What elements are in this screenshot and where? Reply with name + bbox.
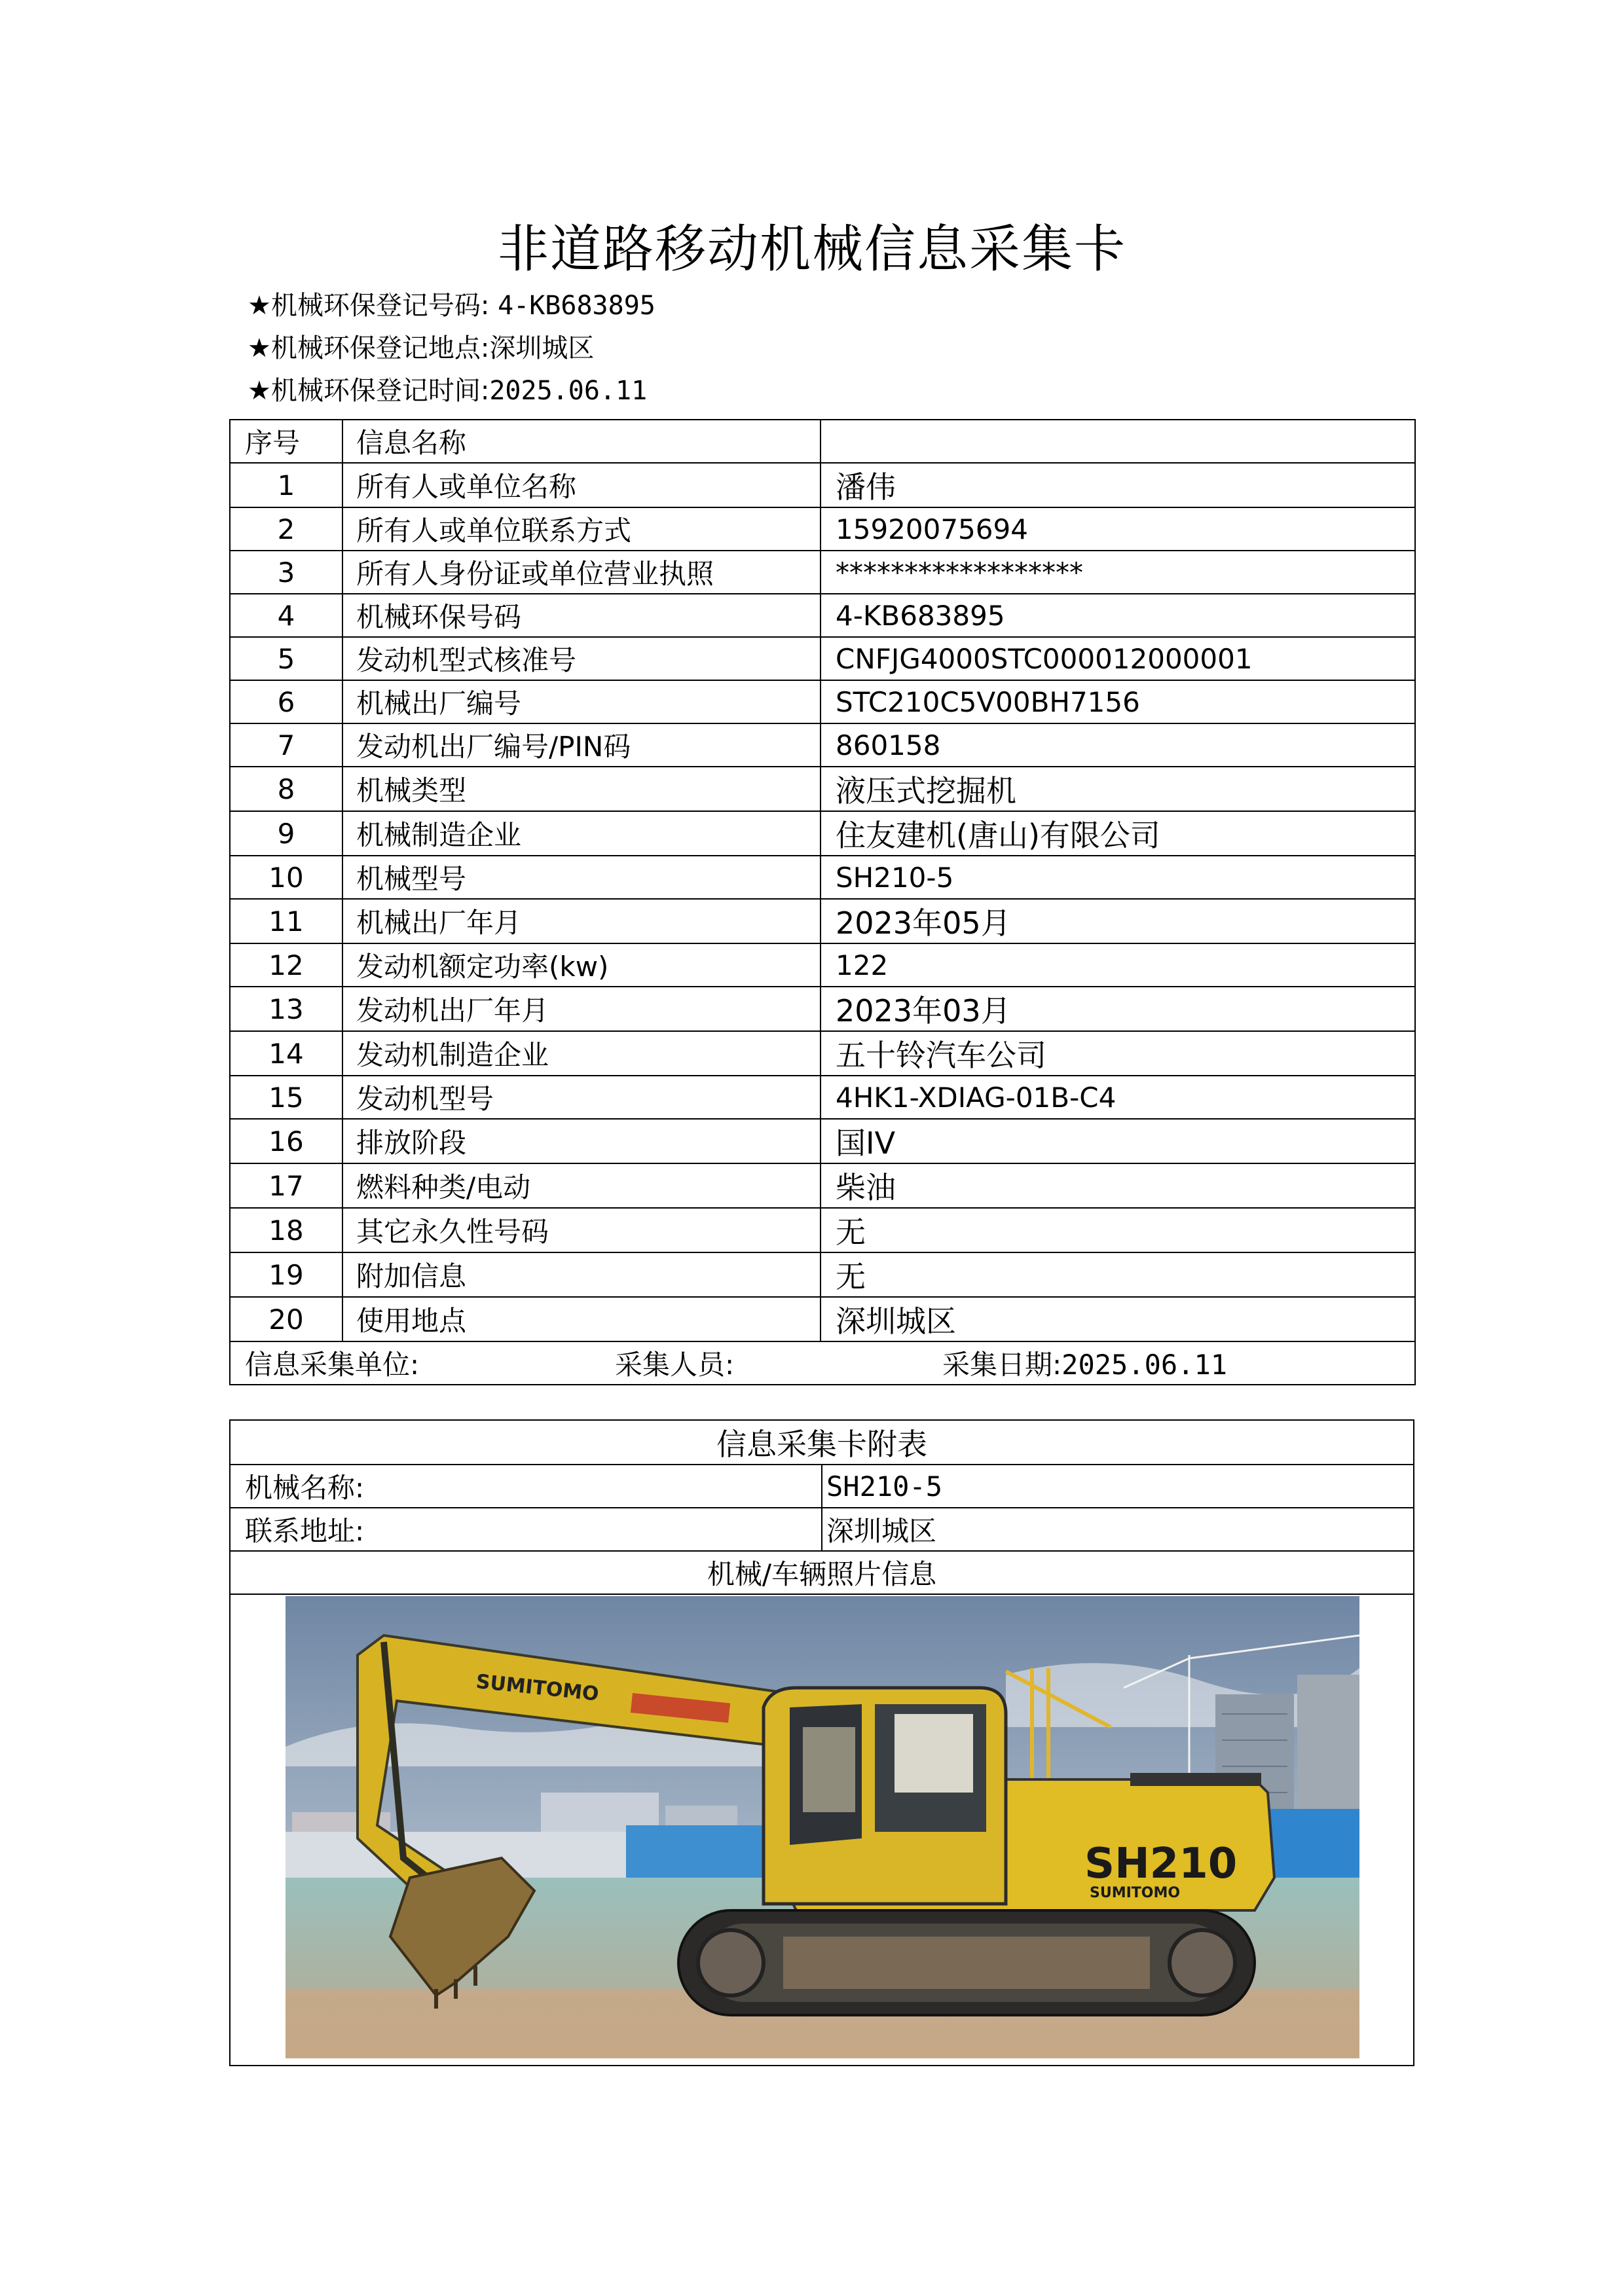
row-value: 2023年03月 (821, 987, 1415, 1031)
appendix-table (229, 1419, 1414, 2066)
table-row (230, 1119, 1415, 1163)
table-row (230, 594, 1415, 637)
row-no: 13 (230, 987, 342, 1031)
row-no: 15 (230, 1076, 342, 1119)
row-name: 排放阶段 (342, 1119, 821, 1163)
row-value: 4HK1-XDIAG-01B-C4 (821, 1076, 1415, 1119)
row-no: 3 (230, 551, 342, 594)
row-value: 国IV (821, 1119, 1415, 1163)
table-row (230, 680, 1415, 723)
excavator-photo (286, 1596, 1359, 2058)
collection-date (942, 1343, 1227, 1383)
table-row (230, 507, 1415, 551)
table-row (230, 1252, 1415, 1297)
table-row (230, 1163, 1415, 1208)
header-no: 序号 (230, 420, 342, 463)
row-name: 机械出厂编号 (342, 680, 821, 723)
table-row (230, 637, 1415, 680)
row-no: 8 (230, 767, 342, 811)
row-name: 机械出厂年月 (342, 899, 821, 943)
table-row (230, 767, 1415, 811)
row-name: 使用地点 (342, 1297, 821, 1341)
row-value: 122 (821, 943, 1415, 987)
row-no: 9 (230, 811, 342, 856)
registration-place-label: ★机械环保登记地点: (248, 333, 490, 363)
table-row (230, 899, 1415, 943)
row-value: 液压式挖掘机 (821, 767, 1415, 811)
table-footer-row (230, 1341, 1415, 1385)
row-name: 机械环保号码 (342, 594, 821, 637)
table-row (230, 1208, 1415, 1252)
table-row (230, 1031, 1415, 1076)
registration-place-value: 深圳城区 (489, 333, 595, 363)
row-name: 机械类型 (342, 767, 821, 811)
table-row (230, 987, 1415, 1031)
table-header-row (230, 420, 1415, 463)
row-no: 4 (230, 594, 342, 637)
row-no: 17 (230, 1163, 342, 1208)
row-value: SH210-5 (821, 856, 1415, 899)
row-name: 发动机出厂编号/PIN码 (342, 723, 821, 767)
appendix-row (230, 1508, 1414, 1551)
row-name: 燃料种类/电动 (342, 1163, 821, 1208)
excavator-tracks (678, 1910, 1255, 2015)
registration-time-label: ★机械环保登记时间: (248, 376, 490, 406)
machine-name-label: 机械名称: (230, 1465, 822, 1508)
table-row (230, 723, 1415, 767)
photo-cell (230, 1594, 1414, 2066)
row-value: CNFJG4000STC000012000001 (821, 637, 1415, 680)
table-row (230, 463, 1415, 507)
table-row (230, 1076, 1415, 1119)
header-value (821, 420, 1415, 463)
row-name: 发动机出厂年月 (342, 987, 821, 1031)
registration-number-label: ★机械环保登记号码: (248, 291, 490, 321)
row-name: 发动机型式核准号 (342, 637, 821, 680)
registration-time (248, 370, 647, 407)
row-no: 19 (230, 1252, 342, 1297)
row-name: 发动机额定功率(kw) (342, 943, 821, 987)
row-no: 10 (230, 856, 342, 899)
row-value: 2023年05月 (821, 899, 1415, 943)
row-value: STC210C5V00BH7156 (821, 680, 1415, 723)
cab-model-text: SH210 (1084, 1840, 1238, 1888)
row-name: 机械制造企业 (342, 811, 821, 856)
row-name: 发动机制造企业 (342, 1031, 821, 1076)
row-no: 20 (230, 1297, 342, 1341)
row-value: 无 (821, 1252, 1415, 1297)
row-value: 住友建机(唐山)有限公司 (821, 811, 1415, 856)
appendix-title-row (230, 1420, 1414, 1465)
row-value: 4-KB683895 (821, 594, 1415, 637)
row-no: 7 (230, 723, 342, 767)
collection-date-value: 2025.06.11 (1061, 1349, 1228, 1381)
row-no: 14 (230, 1031, 342, 1076)
machine-name-value: SH210-5 (822, 1465, 1414, 1508)
registration-place (248, 327, 594, 365)
row-value: 无 (821, 1208, 1415, 1252)
table-row (230, 811, 1415, 856)
row-name: 所有人身份证或单位营业执照 (342, 551, 821, 594)
row-no: 2 (230, 507, 342, 551)
cab-brand-text: SUMITOMO (1090, 1885, 1181, 1901)
row-value: 860158 (821, 723, 1415, 767)
row-name: 附加信息 (342, 1252, 821, 1297)
photo-title: 机械/车辆照片信息 (230, 1551, 1414, 1594)
page-title: 非道路移动机械信息采集卡 (497, 220, 1126, 279)
info-table (229, 419, 1416, 1385)
row-value: 15920075694 (821, 507, 1415, 551)
address-value: 深圳城区 (822, 1508, 1414, 1551)
registration-number-value: 4-KB683895 (498, 291, 655, 321)
row-value: 潘伟 (821, 463, 1415, 507)
row-name: 发动机型号 (342, 1076, 821, 1119)
address-label: 联系地址: (230, 1508, 822, 1551)
appendix-photo-row (230, 1594, 1414, 2066)
appendix-row (230, 1465, 1414, 1508)
appendix-photo-title-row (230, 1551, 1414, 1594)
table-row (230, 856, 1415, 899)
row-name: 其它永久性号码 (342, 1208, 821, 1252)
table-row (230, 943, 1415, 987)
row-value: 柴油 (821, 1163, 1415, 1208)
registration-time-value: 2025.06.11 (489, 376, 648, 406)
registration-number (248, 285, 655, 322)
row-name: 所有人或单位联系方式 (342, 507, 821, 551)
row-no: 6 (230, 680, 342, 723)
collector-label: 采集人员: (615, 1349, 735, 1381)
header-name: 信息名称 (342, 420, 821, 463)
collection-date-label: 采集日期: (942, 1349, 1062, 1381)
row-no: 11 (230, 899, 342, 943)
excavator-illustration (286, 1596, 1359, 2058)
boom-brand-text: SUMITOMO (475, 1670, 600, 1706)
row-no: 1 (230, 463, 342, 507)
row-no: 5 (230, 637, 342, 680)
row-name: 机械型号 (342, 856, 821, 899)
row-value: ****************** (821, 551, 1415, 594)
row-value: 五十铃汽车公司 (821, 1031, 1415, 1076)
footer-cell (230, 1341, 1415, 1385)
table-row (230, 1297, 1415, 1341)
table-row (230, 551, 1415, 594)
row-no: 16 (230, 1119, 342, 1163)
appendix-title: 信息采集卡附表 (230, 1420, 1414, 1465)
row-value: 深圳城区 (821, 1297, 1415, 1341)
row-name: 所有人或单位名称 (342, 463, 821, 507)
collection-unit-label: 信息采集单位: (245, 1349, 420, 1381)
row-no: 18 (230, 1208, 342, 1252)
row-no: 12 (230, 943, 342, 987)
